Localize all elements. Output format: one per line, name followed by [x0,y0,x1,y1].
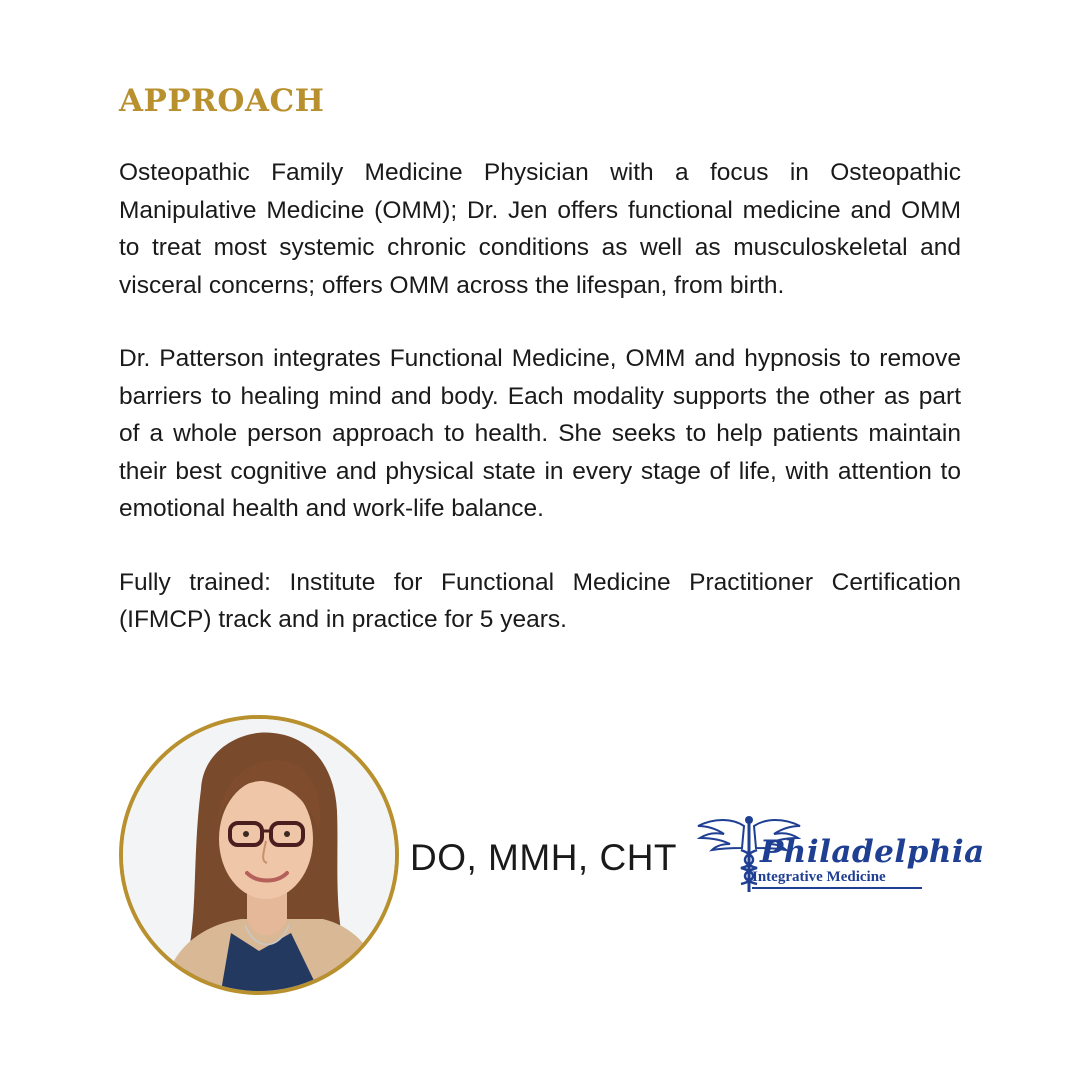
logo-subtitle-text: Integrative Medicine [752,869,886,885]
doctor-portrait [119,715,399,995]
logo-name-text: Philadelphia [760,834,985,870]
practice-logo [694,812,985,898]
credentials-text: DO, MMH, CHT [410,837,678,878]
approach-text [119,154,961,675]
section-heading: APPROACH [119,83,325,119]
paragraph-philosophy: Dr. Patterson integrates Functional Medicine, OMM and hypnosis to remove barriers to healing mind and body. Each modality supports the other as part of a whole person approach to health. She seeks to help patients maintain their best cognitive and physical state in every stage of life, with attention to emotional health and work-life balance. [119,345,961,522]
paragraph-intro: Osteopathic Family Medicine Physician with a focus in Osteopathic Manipulative Medicine (OMM); Dr. Jen offers functional medicine and OMM to treat most systemic chronic conditions as well as musculoskeletal and visceral concerns; offers OMM across the lifespan, from birth. [119,159,961,299]
logo-underline [752,887,922,889]
paragraph-training: Fully trained: Institute for Functional Medicine Practitioner Certification (IFMCP) track and in practice for 5 years. [119,568,961,633]
